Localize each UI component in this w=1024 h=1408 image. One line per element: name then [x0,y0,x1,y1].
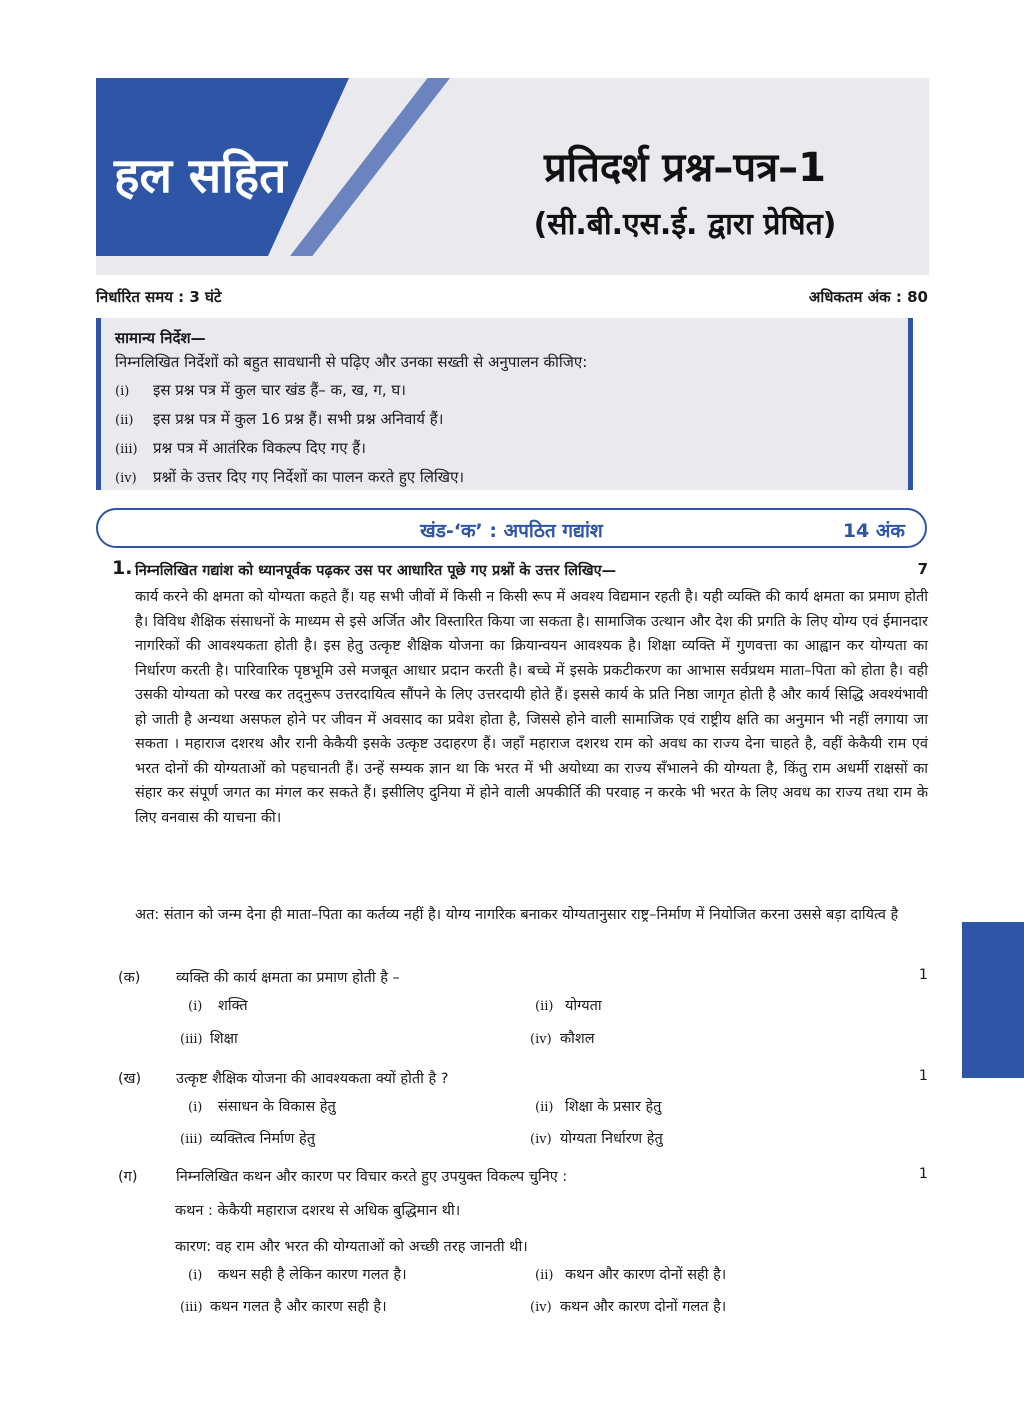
question-number: 1. [112,557,133,579]
subquestion-text: निम्नलिखित कथन और कारण पर विचार करते हुए उपयुक्त विकल्प चुनिए : [176,1169,568,1185]
option-number: (i) [188,1268,203,1283]
option [180,1296,387,1316]
option-number: (iii) [180,1300,203,1315]
option-text: कौशल [560,1031,595,1047]
subquestion-label: (ग) [118,1169,138,1185]
option [180,1128,315,1148]
option-text: कथन और कारण दोनों सही है। [565,1267,727,1283]
option [530,1028,595,1048]
option-number: (ii) [535,1268,554,1283]
instructions-list [115,376,908,492]
max-marks: अधिकतम अंक : 80 [808,288,928,306]
option [535,1264,726,1284]
subquestion-marks: 1 [918,967,928,983]
subquestion-text: व्यक्ति की कार्य क्षमता का प्रमाण होती है – [176,970,400,986]
instruction-number: (i) [115,384,130,399]
instruction-text: प्रश्नों के उत्तर दिए गए निर्देशों का पालन करते हुए लिखिए। [153,468,465,486]
option-number: (ii) [535,1100,554,1115]
option-text: शिक्षा [210,1031,238,1047]
option [188,1096,336,1116]
option-text: शिक्षा के प्रसार हेतु [565,1099,662,1115]
option-number: (ii) [535,999,554,1014]
option-number: (i) [188,1100,203,1115]
option-text: कथन सही है लेकिन कारण गलत है। [218,1267,407,1283]
instructions-title: सामान्य निर्देश— [115,329,206,347]
instruction-number: (iv) [115,471,137,486]
option [535,995,602,1015]
passage-conclusion: अत: संतान को जन्म देना ही माता–पिता का कर्तव्य नहीं है। योग्य नागरिक बनाकर योग्यतानुसार राष्ट्र–निर्माण में नियोजित करना उससे बड़ा दायित्व है [135,907,899,923]
option [530,1296,726,1316]
option-number: (iii) [180,1032,203,1047]
question-marks: 7 [917,560,928,578]
subquestion-marks: 1 [918,1068,928,1084]
option-text: योग्यता [565,998,602,1014]
section-heading [96,508,927,548]
option [188,1264,407,1284]
page-edge-tab [962,922,1024,1078]
solution-badge: हल सहित [114,148,287,204]
section-marks: 14 अंक [842,520,905,542]
question-text: निम्नलिखित गद्यांश को ध्यानपूर्वक पढ़कर उस पर आधारित पूछे गए प्रश्नों के उत्तर लिखिए— [135,563,617,579]
option [530,1128,663,1148]
option-number: (iv) [530,1132,552,1147]
instruction-item [115,405,908,434]
instruction-item [115,376,908,405]
option-text: कथन और कारण दोनों गलत है। [560,1299,727,1315]
section-title: खंड-‘क’ : अपठित गद्यांश [420,520,603,542]
subquestion-label: (क) [118,970,141,986]
instruction-item [115,434,908,463]
subquestion-text: उत्कृष्ट शैक्षिक योजना की आवश्यकता क्यों होती है ? [176,1071,449,1087]
option-text: योग्यता निर्धारण हेतु [560,1131,663,1147]
instruction-item [115,463,908,492]
passage: कार्य करने की क्षमता को योग्यता कहते हैं। यह सभी जीवों में किसी न किसी रूप में अवश्य विद्यमान रहती है। यही व्यक्ति की कार्य क्षमता का प्रमाण होती है। विविध शैक्षिक संसाधनों के माध्यम से इसे अर्जित और विस्तारित किया जा सकता है। सामाजिक उत्थान और देश की प्रगति के लिए योग्य एवं ईमानदार नागरिकों की आवश्यकता होती है। इस हेतु उत्कृष्ट शैक्षिक योजना का क्रियान्वयन आवश्यक है। शिक्षा व्यक्ति में गुणवत्ता का आह्वान कर योग्यता का निर्धारण करती है। पारिवारिक पृष्ठभूमि उसे मजबूत आधार प्रदान करती है। बच्चे में इसके प्रकटीकरण का आभास सर्वप्रथम माता–पिता को होता है। वही उसकी योग्यता को परख कर तद्नुरूप उत्तरदायित्व सौंपने के लिए उत्तरदायी होते हैं। इससे कार्य के प्रति निष्ठा जागृत होती है और कार्य सिद्धि अवश्यंभावी हो जाती है अन्यथा असफल होने पर जीवन में अवसाद का प्रवेश होता है, जिससे होने वाली सामाजिक एवं राष्ट्रीय क्षति का अनुमान भी नहीं लगाया जा सकता । महाराज दशरथ और रानी केकैयी इसके उत्कृष्ट उदाहरण हैं। जहाँ महाराज दशरथ राम को अवध का राज्य देना चाहते है, वहीं केकैयी राम एवं भरत दोनों की योग्यताओं को पहचानती हैं। उन्हें सम्यक ज्ञान था कि भरत में भी अयोध्या का राज्य सँभालने की योग्यता है, किंतु राम अधर्मी राक्षसों का संहार कर संपूर्ण जगत का मंगल कर सकते हैं। इसीलिए दुनिया में होने वाली अपकीर्ति की परवाह न करके भी भरत के लिए अवध का राज्य तथा राम के लिए वनवास की याचना की। [135,589,928,826]
reason-statement: कारण: वह राम और भरत की योग्यताओं को अच्छी तरह जानती थी। [175,1239,528,1255]
option-text: शक्ति [218,998,248,1014]
page-subtitle: (सी.बी.एस.ई. द्वारा प्रेषित) [533,207,837,242]
option-text: कथन गलत है और कारण सही है। [210,1299,387,1315]
page-title: प्रतिदर्श प्रश्न–पत्र–1 [544,145,826,191]
general-instructions [96,318,913,490]
time-allowed: निर्धारित समय : 3 घंटे [96,288,222,306]
instruction-text: इस प्रश्न पत्र में कुल 16 प्रश्न हैं। सभी प्रश्न अनिवार्य हैं। [153,410,444,428]
option-number: (iv) [530,1300,552,1315]
option [188,995,248,1015]
option-text: व्यक्तित्व निर्माण हेतु [210,1131,315,1147]
subquestion-label: (ख) [118,1071,142,1087]
option-text: संसाधन के विकास हेतु [218,1099,336,1115]
option-number: (iii) [180,1132,203,1147]
instruction-text: इस प्रश्न पत्र में कुल चार खंड हैं– क, ख, ग, घ। [153,381,406,399]
option-number: (iv) [530,1032,552,1047]
assertion-statement: कथन : केकैयी महाराज दशरथ से अधिक बुद्धिमान थी। [175,1203,461,1219]
instruction-text: प्रश्न पत्र में आतंरिक विकल्प दिए गए हैं। [153,439,366,457]
instruction-number: (iii) [115,442,138,457]
subquestion-marks: 1 [918,1166,928,1182]
option [535,1096,661,1116]
instruction-number: (ii) [115,413,134,428]
instructions-intro: निम्नलिखित निर्देशों को बहुत सावधानी से पढ़िए और उनका सख्ती से अनुपालन कीजिए: [115,353,588,371]
option-number: (i) [188,999,203,1014]
option [180,1028,238,1048]
